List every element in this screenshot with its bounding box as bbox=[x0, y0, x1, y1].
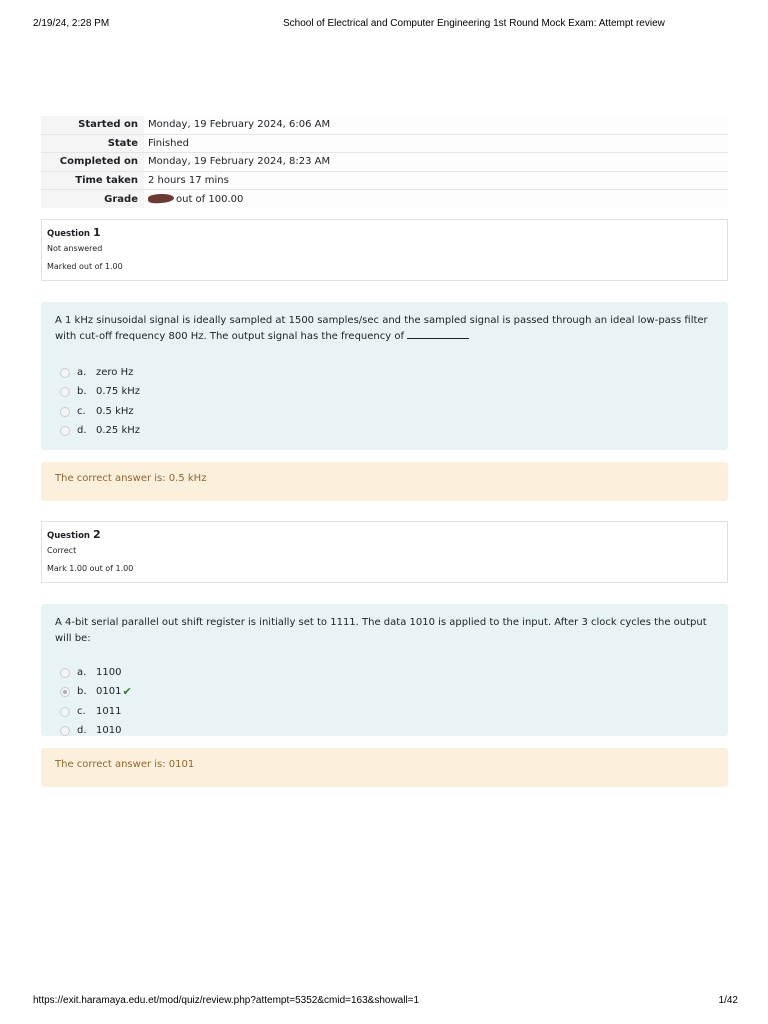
answer-letter: d. bbox=[77, 725, 87, 737]
answer-list bbox=[55, 363, 714, 441]
print-header bbox=[33, 18, 738, 32]
summary-label: Grade bbox=[41, 190, 144, 208]
summary-row bbox=[41, 153, 728, 171]
question-text-body: A 1 kHz sinusoidal signal is ideally sampled at 1500 samples/sec and the sampled signal is passed through an ideal low-pass filter with cut-off frequency 800 Hz. The output signal has the frequency of bbox=[55, 315, 708, 342]
radio-button[interactable] bbox=[60, 407, 70, 417]
question-number bbox=[47, 528, 727, 544]
radio-button[interactable] bbox=[60, 726, 70, 736]
answer-option[interactable] bbox=[55, 702, 714, 722]
answer-list bbox=[55, 663, 714, 741]
answer-letter: b. bbox=[77, 386, 87, 398]
answer-text: 1010 bbox=[96, 725, 122, 737]
answer-option[interactable] bbox=[55, 722, 714, 742]
summary-label: State bbox=[41, 134, 144, 152]
radio-button[interactable] bbox=[60, 368, 70, 378]
summary-value: Finished bbox=[144, 134, 728, 152]
answer-option[interactable] bbox=[55, 363, 714, 383]
question-label: Question bbox=[47, 229, 90, 239]
summary-value: Monday, 19 February 2024, 8:23 AM bbox=[144, 153, 728, 171]
print-title: School of Electrical and Computer Engineering 1st Round Mock Exam: Attempt review bbox=[283, 18, 665, 29]
question-info bbox=[41, 219, 728, 281]
question-number bbox=[47, 226, 727, 242]
answer-letter: a. bbox=[77, 366, 87, 378]
question-text bbox=[55, 313, 715, 345]
question-label: Question bbox=[47, 531, 90, 541]
summary-label: Started on bbox=[41, 116, 144, 134]
page-url: https://exit.haramaya.edu.et/mod/quiz/review.php?attempt=5352&cmid=163&showall=1 bbox=[33, 995, 420, 1006]
answer-letter: c. bbox=[77, 705, 86, 717]
radio-button[interactable] bbox=[60, 707, 70, 717]
answer-option[interactable] bbox=[55, 422, 714, 442]
answer-text: zero Hz bbox=[96, 366, 134, 378]
question-content bbox=[41, 604, 728, 736]
answer-text: 0101 bbox=[96, 686, 122, 698]
question-state: Correct bbox=[47, 546, 77, 555]
question-number-value: 1 bbox=[92, 226, 101, 239]
question-text: A 4-bit serial parallel out shift register is initially set to 1111. The data 1010 is applied to the input. After 3 clock cycles the output will be: bbox=[55, 617, 707, 644]
answer-option[interactable] bbox=[55, 402, 714, 422]
answer-text: 0.75 kHz bbox=[96, 386, 141, 398]
answer-text: 0.5 kHz bbox=[96, 405, 134, 417]
answer-letter: a. bbox=[77, 666, 87, 678]
grade-value: out of 100.00 bbox=[176, 193, 244, 205]
redaction-mark bbox=[148, 193, 175, 204]
answer-option[interactable] bbox=[55, 663, 714, 683]
answer-text: 1100 bbox=[96, 666, 122, 678]
radio-button[interactable] bbox=[60, 387, 70, 397]
correct-answer-feedback: The correct answer is: 0.5 kHz bbox=[41, 462, 728, 501]
answer-option[interactable] bbox=[55, 383, 714, 403]
correct-answer-feedback: The correct answer is: 0101 bbox=[41, 748, 728, 787]
radio-button-selected[interactable] bbox=[60, 687, 70, 697]
summary-value: 2 hours 17 mins bbox=[144, 171, 728, 189]
question-number-value: 2 bbox=[92, 528, 101, 541]
answer-letter: b. bbox=[77, 686, 87, 698]
answer-letter: c. bbox=[77, 405, 86, 417]
question-content bbox=[41, 302, 728, 450]
answer-letter: d. bbox=[77, 425, 87, 437]
attempt-summary-table bbox=[41, 116, 728, 208]
question-info bbox=[41, 521, 728, 583]
question-grade: Mark 1.00 out of 1.00 bbox=[47, 564, 134, 573]
question-grade: Marked out of 1.00 bbox=[47, 262, 123, 271]
grade-value-cell bbox=[144, 190, 728, 208]
answer-blank bbox=[407, 329, 469, 339]
answer-option[interactable] bbox=[55, 683, 714, 703]
check-icon: ✔ bbox=[122, 685, 132, 699]
radio-button[interactable] bbox=[60, 426, 70, 436]
radio-button[interactable] bbox=[60, 668, 70, 678]
answer-text: 0.25 kHz bbox=[96, 425, 141, 437]
summary-row bbox=[41, 134, 728, 152]
summary-value: Monday, 19 February 2024, 6:06 AM bbox=[144, 116, 728, 134]
page-number: 1/42 bbox=[718, 995, 738, 1006]
summary-label: Completed on bbox=[41, 153, 144, 171]
summary-label: Time taken bbox=[41, 171, 144, 189]
summary-row bbox=[41, 190, 728, 208]
summary-row bbox=[41, 171, 728, 189]
answer-text: 1011 bbox=[96, 705, 122, 717]
print-datetime: 2/19/24, 2:28 PM bbox=[33, 18, 110, 29]
question-state: Not answered bbox=[47, 244, 103, 253]
summary-row bbox=[41, 116, 728, 134]
print-footer bbox=[33, 995, 738, 1009]
